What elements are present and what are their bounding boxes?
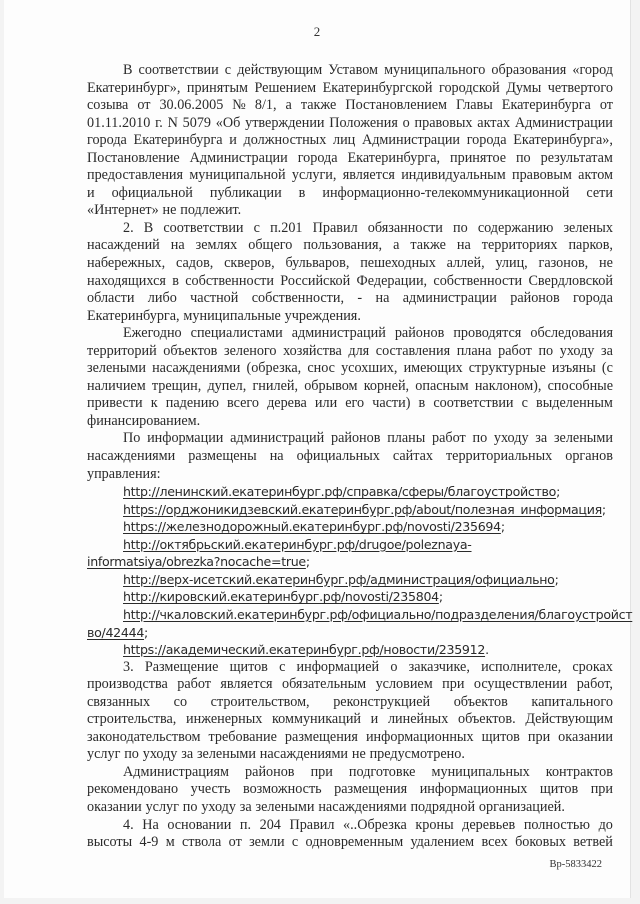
document-page: [4, 0, 631, 898]
link-line: [87, 536, 613, 554]
text-line: управления:: [87, 465, 161, 482]
link-punctuation: ;: [500, 519, 506, 535]
page-number: 2: [313, 24, 321, 39]
text-line: насаждениями размещены на официальных сайтах территориальных органов: [87, 448, 613, 465]
district-site-link[interactable]: https://железнодорожный.екатеринбург.рф/novosti/235694: [123, 519, 501, 535]
link-punctuation: ;: [556, 484, 561, 500]
text-line: территорий объектов зеленого хозяйства для составления плана работ по уходу за: [87, 342, 613, 359]
link-line: [87, 606, 633, 624]
district-site-link[interactable]: http://октябрьский.екатеринбург.рф/drugoe/poleznaya-: [123, 536, 472, 552]
text-line: «Интернет» не подлежит.: [87, 202, 242, 219]
district-site-link[interactable]: http://ленинский.екатеринбург.рф/справка/сферы/благоустройство: [123, 484, 557, 500]
district-site-link[interactable]: informatsiya/obrezka?nocache=true: [87, 554, 306, 570]
link-punctuation: ;: [438, 589, 444, 605]
paragraph-p3: [87, 325, 613, 430]
paragraph-p5: [87, 659, 613, 764]
text-line: производства работ является обязательным условием при осуществлении работ,: [87, 676, 613, 693]
text-line: финансированием.: [87, 412, 201, 429]
link-line: [87, 553, 613, 571]
district-site-link[interactable]: http://чкаловский.екатеринбург.рф/официально/подразделения/благоустройст: [123, 606, 633, 622]
district-site-link[interactable]: http://верх-исетский.екатеринбург.рф/администрация/официально: [123, 571, 555, 587]
text-line: находящихся в собственности Российской Федерации, собственности Свердловской: [87, 272, 613, 289]
district-site-link[interactable]: https://академический.екатеринбург.рф/новости/235912: [123, 642, 486, 658]
text-line: созыва от 30.06.2005 № 8/1, а также Постановлением Главы Екатеринбурга от: [87, 97, 613, 114]
link-line: [87, 624, 613, 642]
link-line: [87, 483, 613, 501]
text-line: связанных со строительством, реконструкцией объектов капитального: [87, 693, 613, 710]
district-site-link[interactable]: https://орджоникидзевский.екатеринбург.рф/about/полезная_информация: [123, 501, 602, 517]
paragraph-p7: [87, 817, 613, 852]
district-site-link[interactable]: во/42444: [87, 624, 145, 640]
link-line: [87, 501, 613, 519]
text-line: 3. Размещение щитов с информацией о заказчике, исполнителе, сроках: [123, 658, 613, 675]
link-punctuation: .: [485, 642, 490, 658]
text-line: Ежегодно специалистами администраций районов проводятся обследования: [123, 325, 613, 342]
text-line: высоты 4-9 м ствола от земли с одновременным удалением всех боковых ветвей: [87, 834, 613, 851]
text-line: 2. В соответствии с п.201 Правил обязанности по содержанию зеленых: [123, 219, 613, 236]
text-line: рекомендовано учесть возможность размещения информационных щитов при: [87, 781, 613, 798]
paragraph-p2: [87, 220, 613, 325]
text-line: предоставления муниципальной услуги, является индивидуальным правовым актом: [87, 167, 613, 184]
text-line: Екатеринбурга, муниципальные учреждения.: [87, 307, 361, 324]
link-punctuation: ;: [305, 554, 311, 570]
text-line: оказании услуг по уходу за зелеными насаждениями подрядной организацией.: [87, 798, 565, 815]
paragraph-p4: [87, 430, 613, 483]
district-site-link[interactable]: http://кировский.екатеринбург.рф/novosti/235804: [123, 589, 439, 605]
link-line: [87, 588, 613, 606]
text-line: 01.11.2010 г. N 5079 «Об утверждении Положения о правовых актах Администрации: [87, 114, 613, 131]
district-links-list: [87, 483, 633, 658]
link-line: [87, 518, 613, 536]
text-line: услуг по уходу за зелеными насаждениями не предусмотрено.: [87, 746, 465, 763]
text-line: области либо частной собственности, - на администрации районов города: [87, 290, 613, 307]
text-line: Постановление Администрации города Екатеринбурга, принятое по результатам: [87, 149, 613, 166]
text-line: наличием трещин, дупел, гнилей, обрывом корней, опасным наклоном), способные: [87, 377, 613, 394]
link-line: [87, 571, 613, 589]
document-id: Вр-5833422: [549, 859, 602, 870]
link-punctuation: ;: [601, 501, 607, 517]
text-line: законодательством требование размещения информационных щитов при оказании: [87, 728, 613, 745]
text-line: привести к падению всего дерева или его части) в соответствии с выделенным: [87, 395, 613, 412]
text-line: и официальной публикации в информационно-телекоммуникационной сети: [87, 184, 613, 201]
link-line: [87, 641, 613, 659]
text-line: Екатеринбург», принятым Решением Екатеринбургской городской Думы четвертого: [87, 79, 613, 96]
text-line: насаждений на землях общего пользования, а также на территориях парков,: [87, 237, 613, 254]
text-line: В соответствии с действующим Уставом муниципального образования «город: [123, 62, 613, 78]
paragraph-p1: [87, 62, 613, 220]
text-line: зелеными насаждениями (обрезка, снос усохших, имеющих структурные изъяны (с: [87, 360, 613, 377]
text-line: города Екатеринбурга и должностных лиц Администрации города Екатеринбурга»,: [87, 132, 613, 149]
link-punctuation: ;: [554, 571, 559, 587]
text-line: набережных, садов, скверов, бульваров, пешеходных аллей, улиц, газонов, не: [87, 255, 613, 272]
text-line: По информации администраций районов планы работ по уходу за зелеными: [123, 430, 613, 447]
text-line: 4. На основании п. 204 Правил «..Обрезка кроны деревьев полностью до: [123, 816, 613, 833]
link-punctuation: ;: [144, 624, 149, 640]
document-body: [87, 62, 633, 852]
text-line: строительства, инженерных коммуникаций и линейных объектов. Действующим: [87, 711, 613, 728]
paragraph-p6: [87, 764, 613, 817]
text-line: Администрациям районов при подготовке муниципальных контрактов: [123, 763, 613, 780]
